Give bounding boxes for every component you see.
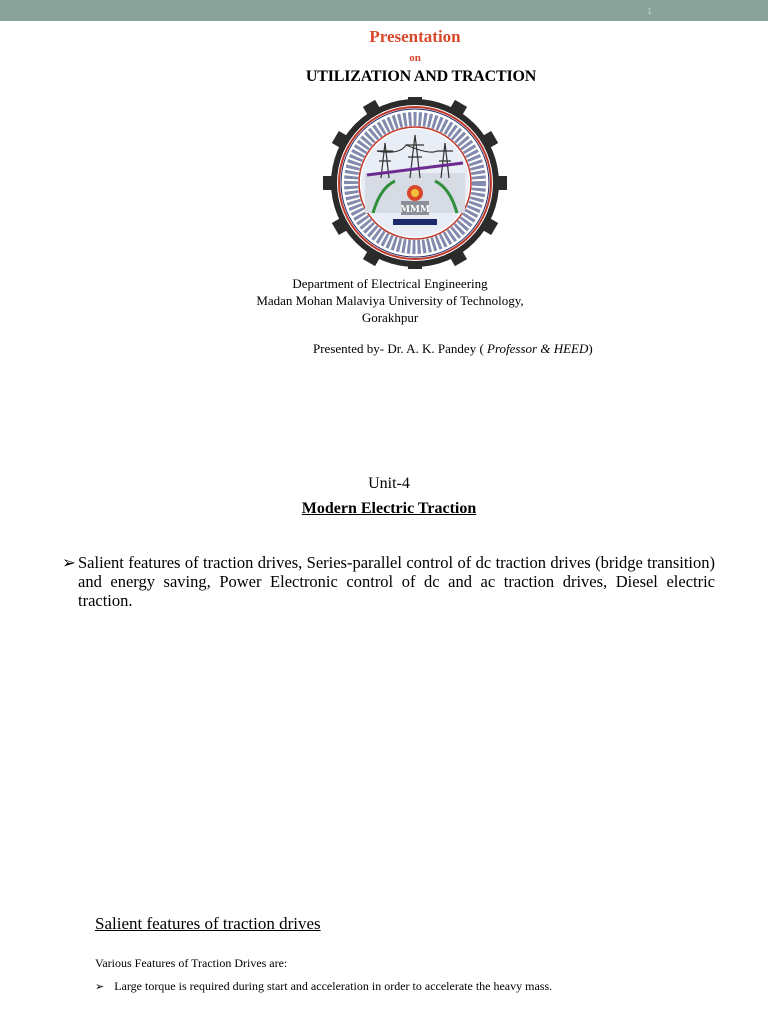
list-item [95,979,552,994]
gear-ring [323,97,507,269]
svg-text:MMM: MMM [400,205,430,215]
slide-header-bar [0,0,768,21]
university-seal-logo [320,97,510,269]
section-intro: Various Features of Traction Drives are: [95,956,288,970]
arrow-bullet-icon: ➢ [62,553,76,572]
unit-label: Unit-4 [368,475,410,492]
slide-number: 1 [646,6,652,16]
syllabus-text: Salient features of traction drives, Series-parallel control of dc traction drives (bridge transition) and energy saving, Power Electronic control of dc and ac traction drives, Diesel electric traction. [78,553,715,610]
institution-block [0,275,768,326]
presentation-title: Presentation [369,27,461,46]
unit-title: Modern Electric Traction [301,500,477,517]
arrow-bullet-icon: ➢ [95,981,105,993]
list-item-text: Large torque is required during start and acceleration in order to accelerate the heavy mass. [114,979,553,993]
syllabus-bullet [62,553,715,610]
presenter-line [313,341,593,357]
presentation-on-label: on [409,52,421,64]
university-name: Madan Mohan Malaviya University of Technology, [256,293,524,308]
department-name: Department of Electrical Engineering [292,276,488,291]
university-city: Gorakhpur [361,310,419,325]
subject-title: UTILIZATION AND TRACTION [305,68,537,85]
presenter-prefix: Presented by- Dr. A. K. Pandey ( [313,341,484,356]
presenter-suffix: ) [588,341,593,356]
section-heading: Salient features of traction drives [95,914,321,933]
presenter-role: Professor & HEED [487,341,589,356]
